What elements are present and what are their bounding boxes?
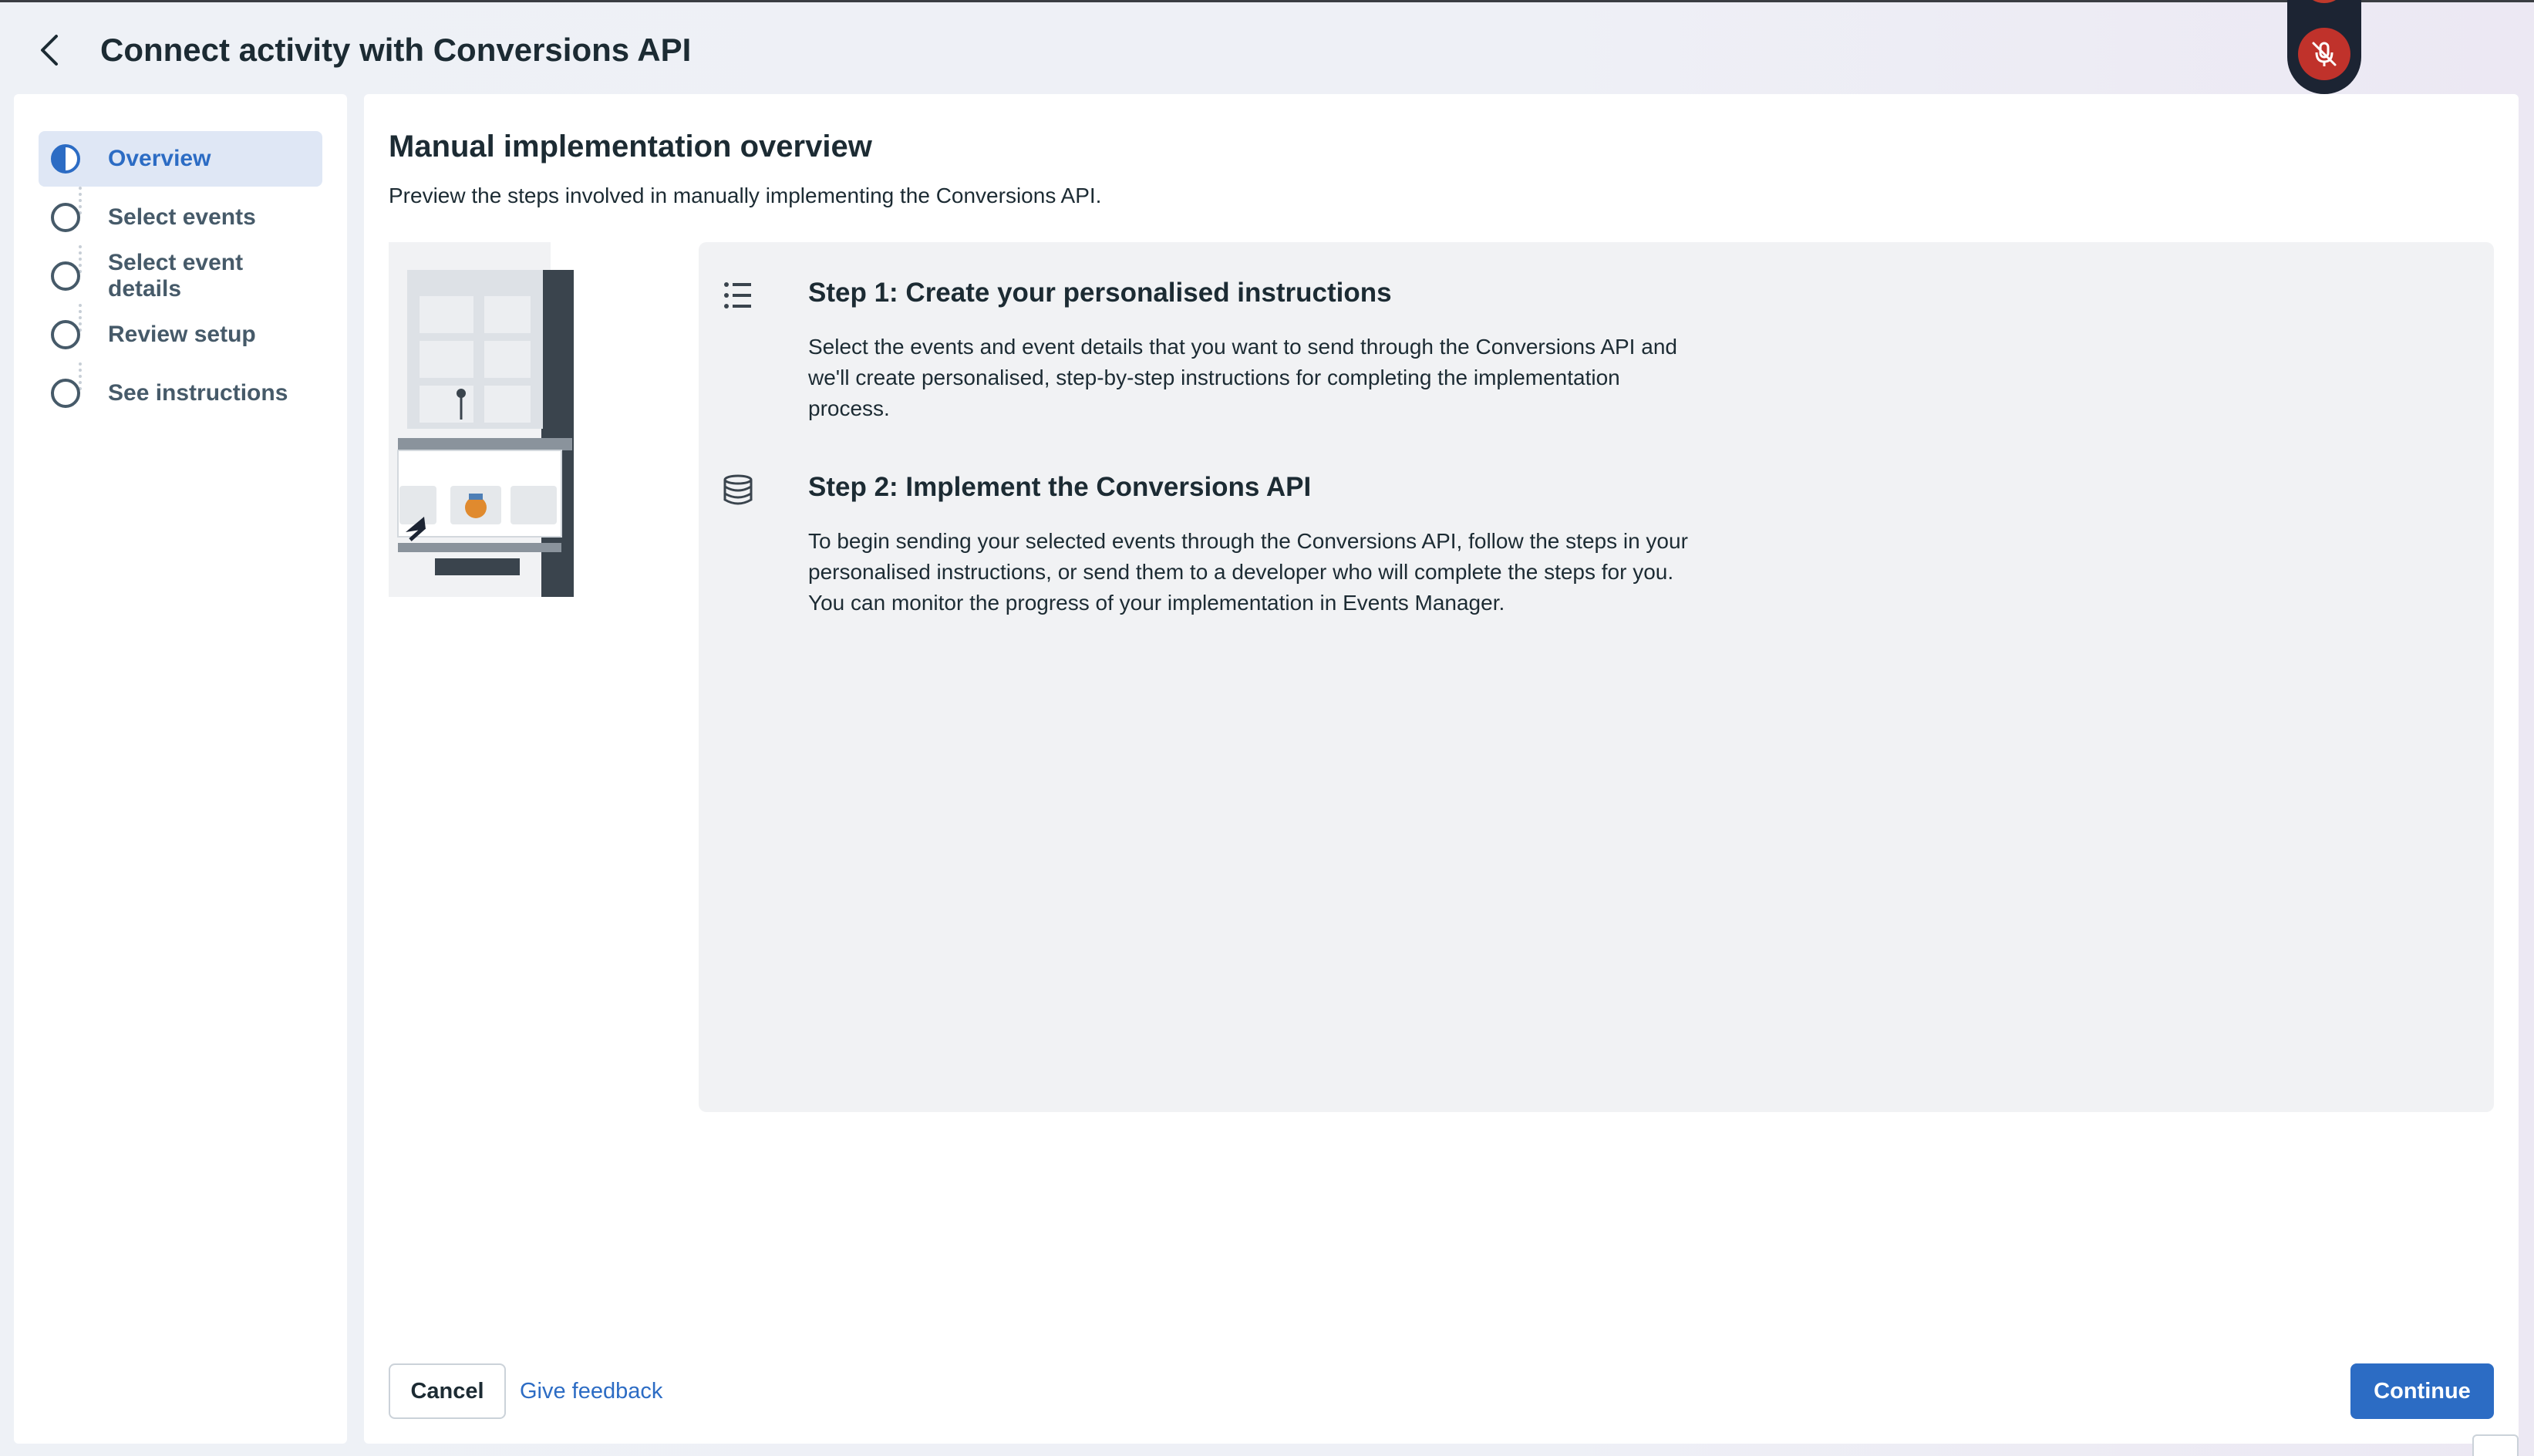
stepper-item-select-events[interactable] [39, 190, 322, 245]
cancel-button[interactable]: Cancel [389, 1363, 506, 1419]
storefront-illustration [389, 242, 574, 597]
main-panel [364, 94, 2519, 1444]
empty-circle-icon [51, 320, 80, 349]
empty-circle-icon [51, 379, 80, 408]
stepper-label: Select event details [108, 250, 244, 302]
continue-button[interactable]: Continue [2350, 1363, 2494, 1419]
half-filled-circle-icon [51, 144, 80, 174]
section-title: Manual implementation overview [389, 130, 872, 163]
empty-circle-icon [51, 261, 80, 291]
back-button[interactable] [29, 30, 69, 70]
empty-circle-icon [51, 203, 80, 232]
stepper-label: Review setup [108, 322, 256, 347]
page-header [0, 2, 2534, 93]
mute-toggle-button[interactable] [2298, 28, 2350, 80]
help-widget-tab[interactable] [2472, 1434, 2519, 1456]
step-1-description: Select the events and event details that you want to send through the Conversions API and we'll create personalised, step-by-step instructions for completing the implementation process. [808, 335, 1677, 420]
recording-dot [2307, 0, 2341, 3]
database-icon [722, 474, 754, 506]
page-title: Connect activity with Conversions API [100, 32, 692, 68]
stepper-label: Overview [108, 146, 211, 171]
chevron-left-icon [38, 33, 61, 67]
setup-stepper-sidebar [14, 94, 347, 1444]
mic-muted-icon [2309, 39, 2340, 69]
step-2-description: To begin sending your selected events through the Conversions API, follow the steps in your personalised instructions, or send them to a developer who will complete the steps for you. You can monitor the progress of your implementation in Events Manager. [808, 529, 1688, 615]
section-subtitle: Preview the steps involved in manually implementing the Conversions API. [389, 184, 1102, 207]
stepper-item-review-setup[interactable] [39, 307, 322, 362]
recording-indicator [2287, 0, 2361, 94]
list-icon [722, 279, 754, 312]
give-feedback-link[interactable]: Give feedback [520, 1378, 663, 1404]
steps-card [699, 242, 2494, 1112]
stepper-item-see-instructions[interactable] [39, 366, 322, 421]
stepper-item-overview[interactable] [39, 131, 322, 187]
stepper-item-select-event-details[interactable] [39, 248, 322, 304]
step-2-title: Step 2: Implement the Conversions API [808, 472, 1312, 502]
stepper-label: See instructions [108, 380, 288, 406]
stepper-label: Select events [108, 204, 256, 230]
step-1-title: Step 1: Create your personalised instructions [808, 278, 1392, 308]
